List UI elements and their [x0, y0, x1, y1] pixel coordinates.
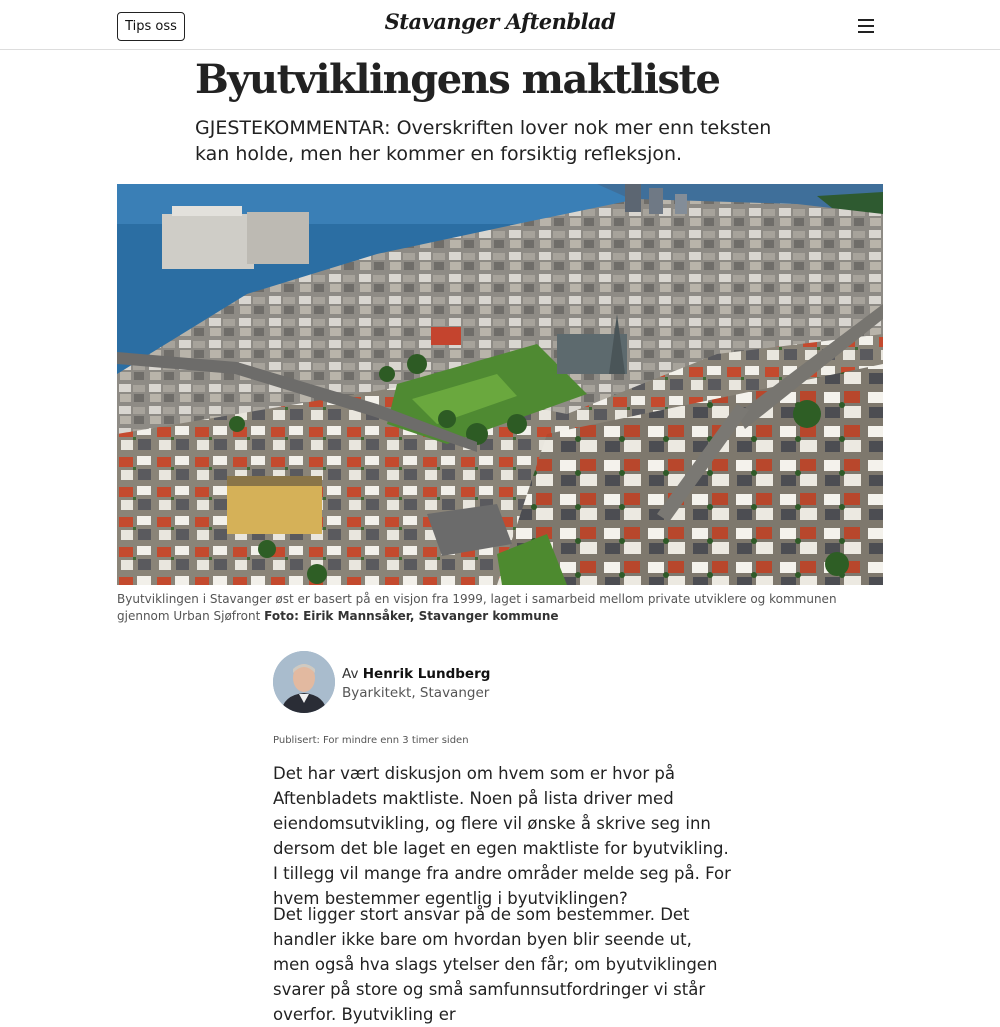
top-bar: [0, 0, 1000, 50]
article-lead: GJESTEKOMMENTAR: Overskriften lover nok mer enn teksten kan holde, men her kommer en forsiktig refleksjon.: [195, 117, 772, 165]
published-time: Publisert: For mindre enn 3 timer siden: [273, 735, 469, 746]
photo-credit: Foto: Eirik Mannsåker, Stavanger kommune: [264, 609, 559, 623]
author-avatar[interactable]: [273, 651, 335, 713]
author-role: Byarkitekt, Stavanger: [342, 685, 490, 701]
article-paragraph: Det ligger stort ansvar på de som bestemmer. Det handler ikke bare om hvordan byen blir seende ut, men også hva slags ytelser den får; om byutviklingen svarer på store og små samfunnsutfordringer vi står overfor. Byutvikling er: [273, 905, 718, 1024]
article-paragraph: Det har vært diskusjon om hvem som er hvor på Aftenbladets maktliste. Noen på lista driver med eiendomsutvikling, og flere vil ønske å skrive seg inn dersom det ble laget en egen maktliste for byutvikling. I tillegg vil mange fra andre områder melde seg på. For hvem bestemmer egentlig i byutviklingen?: [273, 764, 731, 908]
byline-prefix: Av: [342, 666, 359, 682]
image-caption: [117, 591, 883, 625]
author-byline: [342, 666, 490, 682]
article-image: [117, 184, 883, 585]
article-title: Byutviklingens maktliste: [195, 56, 720, 103]
caption-text: Byutviklingen i Stavanger øst er basert på en visjon fra 1999, laget i samarbeid mellom private utviklere og kommunen gjennom Urban Sjøfront: [117, 592, 837, 623]
site-logo[interactable]: Stavanger Aftenblad: [384, 9, 616, 34]
author-name[interactable]: Henrik Lundberg: [362, 666, 491, 682]
hamburger-menu-icon[interactable]: [852, 14, 880, 38]
tips-oss-button[interactable]: Tips oss: [117, 12, 185, 41]
